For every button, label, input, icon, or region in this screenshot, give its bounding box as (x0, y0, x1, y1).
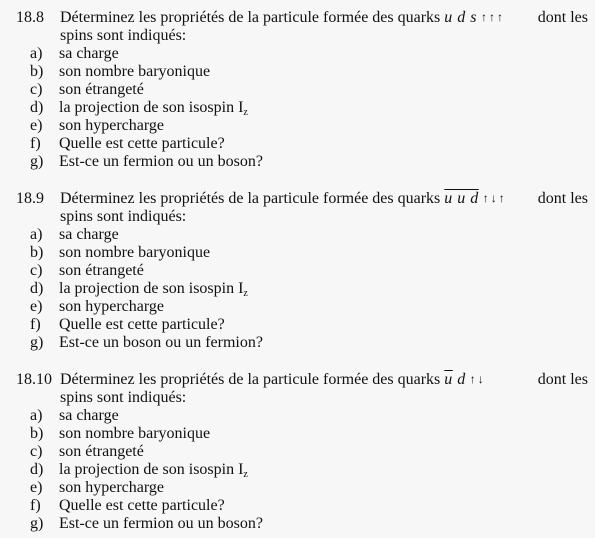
exercise-statement (60, 190, 588, 208)
list-item: f) Quelle est cette particule? (30, 497, 225, 514)
list-item: c) son étrangeté (30, 262, 144, 279)
spin-arrows: ↑↓ (469, 372, 486, 386)
exercise-number: 18.8 (16, 9, 44, 26)
list-item: f) Quelle est cette particule? (30, 135, 225, 152)
exercise-statement (60, 371, 588, 389)
exercise-number: 18.10 (16, 371, 52, 388)
list-item: e) son hypercharge (30, 479, 164, 496)
spin-arrows: ↑↑↑ (481, 10, 506, 24)
exercise-statement (60, 9, 588, 27)
list-item: g) Est-ce un fermion ou un boson? (30, 515, 263, 532)
statement-tail: dont les (537, 190, 588, 207)
statement-tail: dont les (537, 9, 588, 26)
list-item: c) son étrangeté (30, 81, 144, 98)
statement-intro: Déterminez les propriétés de la particule formée des quarks (60, 9, 441, 26)
list-item: e) son hypercharge (30, 117, 164, 134)
list-item: d) la projection de son isospin $I_z$ (30, 461, 248, 480)
list-item: d) la projection de son isospin $I_z$ (30, 99, 248, 118)
list-item: b) son nombre baryonique (30, 63, 211, 80)
list-item: b) son nombre baryonique (30, 425, 211, 442)
exercise-number: 18.9 (16, 190, 44, 207)
statement-continuation: spins sont indiqués: (60, 27, 187, 44)
statement-continuation: spins sont indiqués: (60, 389, 187, 406)
list-item: a) sa charge (30, 226, 119, 243)
list-item: f) Quelle est cette particule? (30, 316, 225, 333)
quark-list: $\overline{u}$ d (444, 371, 466, 388)
list-item: b) son nombre baryonique (30, 244, 211, 261)
quark-list: u d s (444, 9, 478, 26)
list-item: d) la projection de son isospin $I_z$ (30, 280, 248, 299)
statement-intro: Déterminez les propriétés de la particule formée des quarks (60, 371, 441, 388)
list-item: e) son hypercharge (30, 298, 164, 315)
statement-continuation: spins sont indiqués: (60, 208, 187, 225)
quark-list: u u d (444, 190, 479, 207)
list-item: a) sa charge (30, 407, 119, 424)
spin-arrows: ↑↓↑ (482, 191, 507, 205)
list-item: g) Est-ce un boson ou un fermion? (30, 334, 263, 351)
statement-tail: dont les (537, 371, 588, 388)
list-item: g) Est-ce un fermion ou un boson? (30, 153, 263, 170)
statement-intro: Déterminez les propriétés de la particule formée des quarks (60, 190, 441, 207)
list-item: a) sa charge (30, 45, 119, 62)
list-item: c) son étrangeté (30, 443, 144, 460)
